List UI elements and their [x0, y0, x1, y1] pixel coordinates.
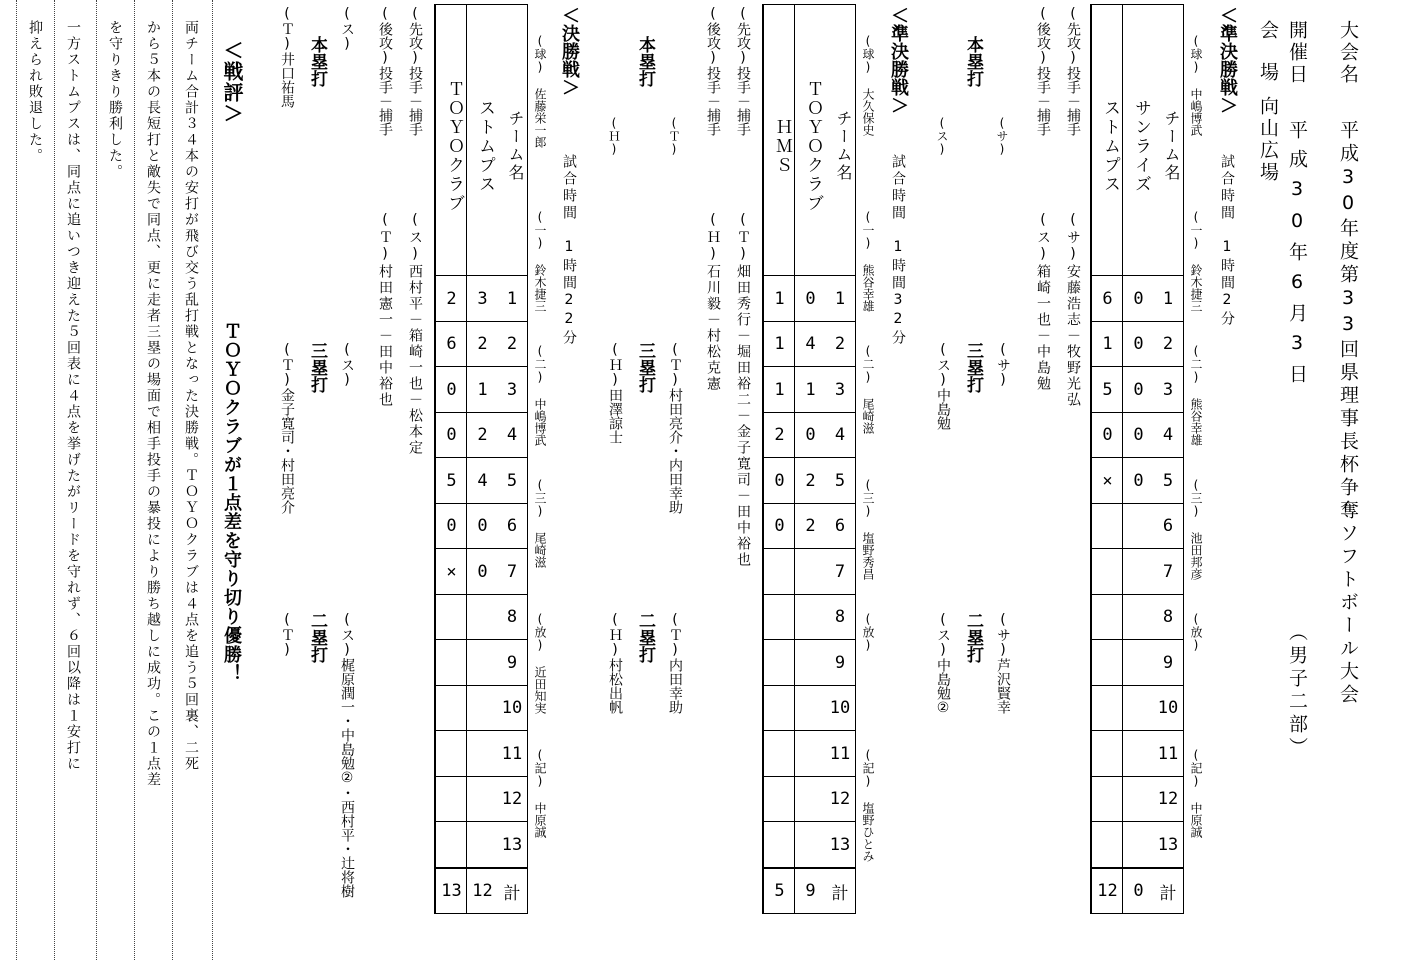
- inning-score: [467, 639, 498, 686]
- battery-first-value: (Ｔ)畑田秀行－堀田裕二－金子寛司－田中裕也: [735, 212, 751, 568]
- game-time: 試合時間 1時間2分: [1219, 154, 1235, 328]
- inning-label: 1: [825, 275, 855, 322]
- double-first: (ス)梶原潤一・中島勉②・西村平・辻将樹: [339, 612, 355, 898]
- inning-score: 1: [764, 275, 795, 322]
- inning-score: [795, 730, 826, 777]
- triple-second: (Ｈ)田澤諒士: [607, 342, 623, 444]
- team-name: サンライズ: [1131, 98, 1151, 194]
- inning-score: 4: [467, 457, 498, 504]
- umpire-scorer: (記) 中原誠: [1189, 748, 1203, 838]
- inning-score: 0: [795, 412, 826, 459]
- inning-score: [795, 594, 826, 641]
- inning-score: 1: [764, 366, 795, 413]
- homerun-second: (Ｔ)井口祐馬: [279, 6, 295, 108]
- team-total: 9: [795, 867, 826, 915]
- game-time: 試合時間 1時間22分: [561, 154, 577, 347]
- umpire-release: (放) 近田知実: [533, 612, 547, 714]
- double-second: (Ｈ)村松出帆: [607, 612, 623, 714]
- inning-score: 1: [1092, 321, 1123, 368]
- inning-score: [795, 548, 826, 595]
- inning-score: 2: [764, 412, 795, 459]
- review-line: 抑えられ敗退した。: [27, 20, 43, 164]
- inning-score: 0: [467, 503, 498, 550]
- inning-score: [1123, 503, 1154, 550]
- inning-label: 4: [825, 412, 855, 459]
- inning-score: [467, 685, 498, 732]
- team-column-2: [794, 5, 826, 913]
- venue-label: 会 場: [1257, 20, 1279, 83]
- triple-label: 三塁打: [307, 342, 327, 393]
- inning-label: 計: [1153, 867, 1183, 915]
- inning-score: [1123, 821, 1154, 868]
- inning-label: 7: [825, 548, 855, 595]
- inning-score: [1123, 548, 1154, 595]
- inning-label: 2: [825, 321, 855, 368]
- inning-score: 0: [436, 366, 467, 413]
- inning-score: [436, 685, 467, 732]
- inning-score: [1123, 594, 1154, 641]
- scoreboard-table: [1090, 4, 1184, 914]
- review-line: を守りきり勝利した。: [107, 20, 123, 180]
- double-label: 二塁打: [963, 612, 983, 663]
- inning-score: [1092, 639, 1123, 686]
- inning-score: 0: [467, 548, 498, 595]
- double-label: 二塁打: [307, 612, 327, 663]
- inning-score: [1092, 685, 1123, 732]
- inning-score: [1092, 548, 1123, 595]
- inning-label: 5: [497, 457, 527, 504]
- inning-score: 6: [1092, 275, 1123, 322]
- inning-score: 2: [467, 321, 498, 368]
- inning-score: [467, 730, 498, 777]
- review-line: 両チーム合計３４本の安打が飛び交う乱打戦となった決勝戦。ＴＯＹＯクラブは４点を追う５回裏、二死: [183, 20, 199, 772]
- umpire-plate: (球) 佐藤栄一郎: [533, 34, 547, 148]
- date-value: 平成30年6月3日: [1286, 120, 1308, 393]
- team-total: 13: [436, 867, 467, 915]
- umpire-plate: (球) 中嶋博武: [1189, 34, 1203, 136]
- inning-label: 6: [1153, 503, 1183, 550]
- homerun-first: (サ): [995, 116, 1009, 156]
- umpire-second: (二) 尾崎滋: [861, 344, 875, 434]
- inning-score: 0: [764, 503, 795, 550]
- battery-second-label: (後攻)投手－捕手: [705, 6, 721, 136]
- inning-label: 5: [825, 457, 855, 504]
- triple-first: (ス): [339, 342, 355, 388]
- inning-label: 計: [825, 867, 855, 915]
- homerun-first: (Ｔ): [667, 116, 681, 156]
- inning-label: 3: [497, 366, 527, 413]
- umpire-release: (放): [861, 612, 875, 652]
- team-total: 0: [1123, 867, 1154, 915]
- inning-label: 11: [497, 730, 527, 777]
- inning-score: [764, 594, 795, 641]
- triple-first: (Ｔ)村田亮介・内田幸助: [667, 342, 683, 514]
- umpire-scorer: (記) 塩野ひとみ: [861, 748, 875, 862]
- double-first: (サ)芦沢賢幸: [995, 612, 1011, 714]
- inning-label: 11: [825, 730, 855, 777]
- triple-label: 三塁打: [635, 342, 655, 393]
- inning-label: 計: [497, 867, 527, 915]
- double-second: (ス)中島勉②: [935, 612, 951, 716]
- homerun-label: 本塁打: [307, 36, 327, 87]
- inning-score: 0: [436, 503, 467, 550]
- inning-header-column: [1153, 5, 1183, 913]
- team-column-1: [763, 5, 795, 913]
- inning-score: 0: [1123, 366, 1154, 413]
- inning-score: [764, 776, 795, 823]
- inning-score: [436, 639, 467, 686]
- triple-first: (サ): [995, 342, 1011, 388]
- inning-label: 13: [497, 821, 527, 868]
- inning-score: [764, 548, 795, 595]
- tournament-label: 大会名: [1337, 20, 1359, 86]
- inning-score: [795, 776, 826, 823]
- inning-score: [764, 730, 795, 777]
- team-column-1: [435, 5, 467, 913]
- inning-score: [1123, 776, 1154, 823]
- inning-score: 3: [467, 275, 498, 322]
- team-column-1: [1091, 5, 1123, 913]
- inning-label: 7: [1153, 548, 1183, 595]
- team-column-2: [466, 5, 498, 913]
- umpire-first: (一) 鈴木捷三: [1189, 210, 1203, 312]
- team-total: 12: [1092, 867, 1123, 915]
- inning-score: 0: [1123, 412, 1154, 459]
- umpire-plate: (球) 大久保史: [861, 34, 875, 136]
- inning-score: [764, 821, 795, 868]
- team-name: ＴＯＹＯクラブ: [803, 79, 823, 213]
- inning-label: 13: [825, 821, 855, 868]
- umpire-third: (三) 尾崎滋: [533, 478, 547, 568]
- inning-label: 12: [1153, 776, 1183, 823]
- inning-label: 8: [497, 594, 527, 641]
- inning-label: 8: [1153, 594, 1183, 641]
- inning-score: 1: [795, 366, 826, 413]
- inning-score: [795, 821, 826, 868]
- divider: [212, 0, 213, 960]
- inning-score: [436, 730, 467, 777]
- inning-score: [467, 821, 498, 868]
- date-label: 開催日: [1286, 20, 1308, 86]
- umpire-first: (一) 鈴木捷三: [533, 210, 547, 312]
- homerun-label: 本塁打: [635, 36, 655, 87]
- team-header: チーム名: [506, 110, 525, 182]
- inning-score: 5: [436, 457, 467, 504]
- review-line: から５本の長短打と敵失で同点、更に走者三塁の場面で相手投手の暴投により勝ち越しに成功。この１点差: [145, 20, 161, 788]
- inning-score: [1092, 503, 1123, 550]
- battery-second-label: (後攻)投手－捕手: [377, 6, 393, 136]
- round-title: ＜準決勝戦＞: [888, 6, 909, 114]
- inning-score: 1: [467, 366, 498, 413]
- inning-score: [436, 776, 467, 823]
- inning-score: [764, 685, 795, 732]
- inning-label: 1: [497, 275, 527, 322]
- homerun-first: (ス): [339, 6, 355, 52]
- battery-first-value: (ス)西村平－箱崎一也－松本定: [407, 212, 423, 456]
- inning-score: 0: [1123, 321, 1154, 368]
- inning-label: 9: [497, 639, 527, 686]
- battery-first-label: (先攻)投手－捕手: [1065, 6, 1081, 136]
- umpire-second: (二) 熊谷幸雄: [1189, 344, 1203, 446]
- team-header: チーム名: [834, 110, 853, 182]
- inning-score: 0: [436, 412, 467, 459]
- inning-label: 8: [825, 594, 855, 641]
- inning-label: 4: [1153, 412, 1183, 459]
- division-label: （男子二部）: [1286, 622, 1308, 760]
- inning-header-column: [497, 5, 527, 913]
- inning-score: 1: [764, 321, 795, 368]
- inning-score: [436, 821, 467, 868]
- divider: [172, 0, 173, 960]
- team-name: ストムプス: [475, 98, 495, 194]
- battery-second-value: (Ｈ)石川毅－村松克憲: [705, 212, 721, 392]
- inning-score: 2: [467, 412, 498, 459]
- inning-score: 0: [795, 275, 826, 322]
- venue-value: 向山広場: [1257, 96, 1279, 184]
- team-name: ＴＯＹＯクラブ: [444, 79, 464, 213]
- double-label: 二塁打: [635, 612, 655, 663]
- inning-score: [436, 594, 467, 641]
- inning-label: 9: [825, 639, 855, 686]
- battery-second-label: (後攻)投手－捕手: [1035, 6, 1051, 136]
- review-line: 一方ストムプスは、同点に追いつき迎えた５回表に４点を挙げたがリードを守れず、６回以降は１安打に: [65, 20, 81, 772]
- review-title: ＜戦評＞: [220, 40, 244, 124]
- inning-score: [1092, 821, 1123, 868]
- inning-score: ×: [436, 548, 467, 595]
- inning-label: 4: [497, 412, 527, 459]
- inning-label: 5: [1153, 457, 1183, 504]
- inning-score: ×: [1092, 457, 1123, 504]
- homerun-second: (ス): [935, 116, 949, 156]
- inning-score: [1092, 594, 1123, 641]
- inning-score: 5: [1092, 366, 1123, 413]
- inning-score: [1123, 730, 1154, 777]
- team-name: ストムプス: [1100, 98, 1120, 194]
- scoreboard-table: [434, 4, 528, 914]
- triple-second: (ス)中島勉: [935, 342, 951, 430]
- team-total: 5: [764, 867, 795, 915]
- homerun-label: 本塁打: [963, 36, 983, 87]
- inning-header-column: [825, 5, 855, 913]
- inning-score: 2: [795, 503, 826, 550]
- inning-label: 3: [1153, 366, 1183, 413]
- inning-label: 11: [1153, 730, 1183, 777]
- inning-score: [795, 685, 826, 732]
- tournament-name: 平成30年度第33回県理事長杯争奪ソフトボール大会: [1337, 120, 1359, 707]
- inning-score: [1123, 685, 1154, 732]
- battery-second-value: (ス)箱崎一也－中島勉: [1035, 212, 1051, 392]
- game-time: 試合時間 1時間32分: [890, 154, 906, 347]
- inning-score: [467, 594, 498, 641]
- inning-score: 2: [436, 275, 467, 322]
- round-title: ＜準決勝戦＞: [1217, 6, 1238, 114]
- inning-label: 3: [825, 366, 855, 413]
- divider: [16, 0, 17, 960]
- inning-label: 12: [825, 776, 855, 823]
- battery-first-value: (サ)安藤浩志－牧野光弘: [1065, 212, 1081, 408]
- double-second: (Ｔ): [279, 612, 295, 658]
- umpire-first: (一) 熊谷幸雄: [861, 210, 875, 312]
- umpire-scorer: (記) 中原誠: [533, 748, 547, 838]
- inning-label: 2: [497, 321, 527, 368]
- inning-label: 13: [1153, 821, 1183, 868]
- inning-score: [764, 639, 795, 686]
- review-headline: ＴＯＹＯクラブが１点差を守り切り優勝！: [221, 322, 242, 683]
- inning-label: 7: [497, 548, 527, 595]
- umpire-third: (三) 池田邦彦: [1189, 478, 1203, 580]
- inning-label: 9: [1153, 639, 1183, 686]
- inning-score: 0: [1123, 457, 1154, 504]
- triple-second: (Ｔ)金子寛司・村田亮介: [279, 342, 295, 514]
- inning-score: 6: [436, 321, 467, 368]
- inning-score: 0: [1123, 275, 1154, 322]
- inning-label: 2: [1153, 321, 1183, 368]
- homerun-second: (Ｈ): [607, 116, 621, 156]
- inning-score: [795, 639, 826, 686]
- inning-score: 0: [764, 457, 795, 504]
- inning-label: 10: [1153, 685, 1183, 732]
- inning-score: 0: [1092, 412, 1123, 459]
- divider: [134, 0, 135, 960]
- inning-label: 10: [825, 685, 855, 732]
- inning-score: [467, 776, 498, 823]
- inning-score: 4: [795, 321, 826, 368]
- inning-score: [1092, 730, 1123, 777]
- inning-label: 1: [1153, 275, 1183, 322]
- inning-label: 12: [497, 776, 527, 823]
- divider: [54, 0, 55, 960]
- umpire-release: (放): [1189, 612, 1203, 652]
- team-name: ＨＭＳ: [772, 117, 792, 175]
- triple-label: 三塁打: [963, 342, 983, 393]
- inning-label: 6: [497, 503, 527, 550]
- double-first: (Ｔ)内田幸助: [667, 612, 683, 714]
- inning-label: 6: [825, 503, 855, 550]
- team-total: 12: [467, 867, 498, 915]
- umpire-third: (三) 塩野秀昌: [861, 478, 875, 580]
- inning-score: 2: [795, 457, 826, 504]
- divider: [96, 0, 97, 960]
- battery-first-label: (先攻)投手－捕手: [735, 6, 751, 136]
- inning-score: [1092, 776, 1123, 823]
- team-header: チーム名: [1162, 110, 1181, 182]
- scoreboard-table: [762, 4, 856, 914]
- battery-first-label: (先攻)投手－捕手: [407, 6, 423, 136]
- round-title: ＜決勝戦＞: [559, 6, 580, 96]
- umpire-second: (二) 中嶋博武: [533, 344, 547, 446]
- team-column-2: [1122, 5, 1154, 913]
- inning-score: [1123, 639, 1154, 686]
- battery-second-value: (Ｔ)村田憲一－田中裕也: [377, 212, 393, 408]
- inning-label: 10: [497, 685, 527, 732]
